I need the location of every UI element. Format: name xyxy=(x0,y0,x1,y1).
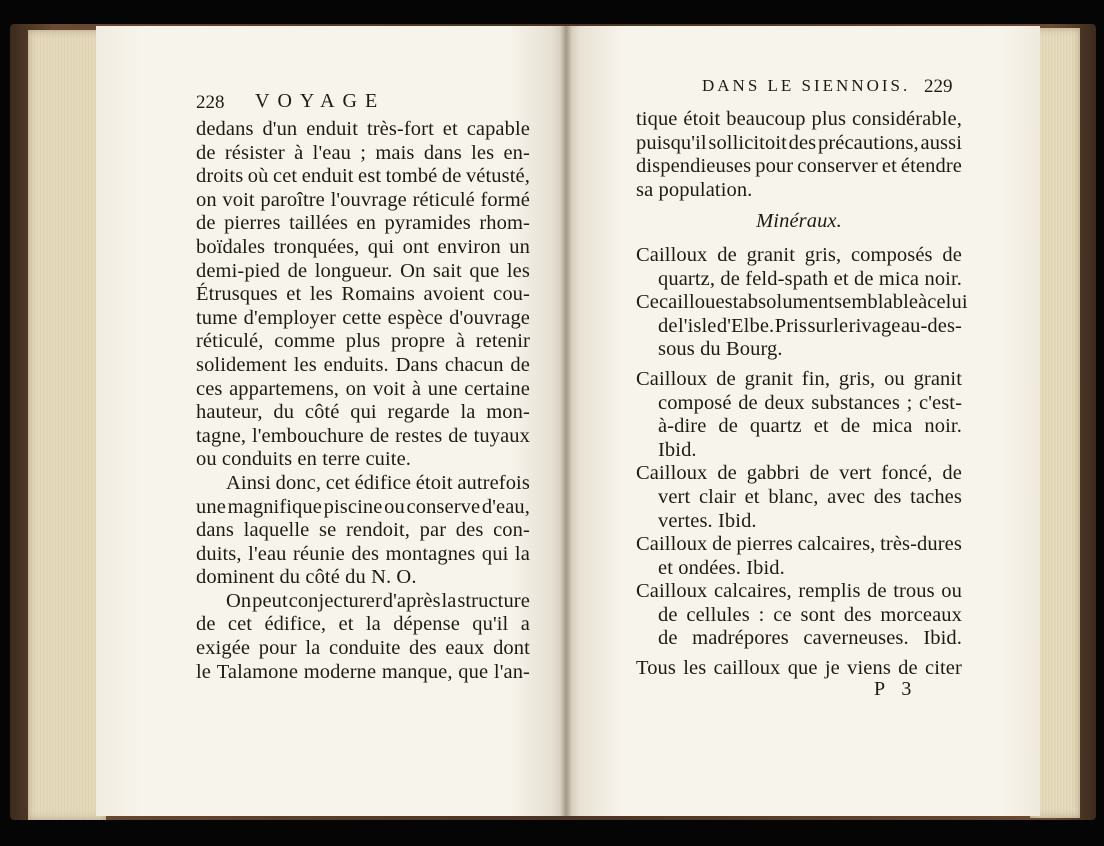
left-page-text xyxy=(196,118,530,684)
text-line: sa population. xyxy=(636,178,753,201)
right-page-text xyxy=(636,108,968,681)
left-page-number: 228 xyxy=(196,92,225,113)
section-title: Minéraux. xyxy=(756,210,842,233)
entry-line: et ondées. Ibid. xyxy=(658,556,785,579)
signature-mark: P 3 xyxy=(874,678,918,700)
text-line: dedans d'un enduit très-fort et capable xyxy=(196,118,530,140)
entry-line: Cailloux calcaires, remplis de trous ou xyxy=(636,580,962,603)
left-running-head: VOYAGE xyxy=(255,90,386,112)
book-gutter xyxy=(560,26,572,816)
text-line: hauteur, du côté qui regarde la mon- xyxy=(196,401,530,424)
right-running-head: DANS LE SIENNOIS. xyxy=(702,76,911,95)
text-line: dominent du côté du N. O. xyxy=(196,566,417,589)
text-line: le Talamone moderne manque, que l'an- xyxy=(196,660,530,683)
text-line: dispendieuses pour conserver et étendre xyxy=(636,155,962,178)
text-line: Étrusques et les Romains avoient cou- xyxy=(196,283,530,306)
entry-line: de cellules : ce sont des morceaux xyxy=(658,603,962,626)
text-line: de résister à l'eau ; mais dans les en- xyxy=(196,141,530,164)
text-line: réticulé, comme plus propre à retenir xyxy=(196,330,530,353)
text-line: puisqu'il sollicitoit des précautions, aussi xyxy=(636,131,962,154)
text-line: duits, l'eau réunie des montagnes qui la xyxy=(196,542,530,565)
text-line: solidement les enduits. Dans chacun de xyxy=(196,353,530,376)
entry-line: composé de deux substances ; c'est- xyxy=(658,391,962,414)
text-line: exigée pour la conduite des eaux dont xyxy=(196,637,530,660)
entry-line: de l'isle d'Elbe. Pris sur le rivage au-des- xyxy=(658,314,962,337)
entry-line: Cailloux de granit gris, composés de xyxy=(636,243,962,266)
entry-line: vertes. Ibid. xyxy=(658,509,757,532)
entry-line: Cailloux de gabbri de vert foncé, de xyxy=(636,462,962,485)
text-line: une magnifique piscine ou conserve d'eau, xyxy=(196,495,530,518)
text-line: tagne, l'embouchure de restes de tuyaux xyxy=(196,424,530,447)
entry-line: à-dire de quartz et de mica noir. xyxy=(658,415,962,438)
text-line: droits où cet enduit est tombé de vétusté, xyxy=(196,165,530,188)
right-page-number: 229 xyxy=(924,76,953,97)
text-line: demi-pied de longueur. On sait que les xyxy=(196,259,530,282)
entry-line: Cailloux de granit fin, gris, ou granit xyxy=(636,367,962,390)
text-line: dans laquelle se rendoit, par des con- xyxy=(196,519,530,542)
entry-line: quartz, de feld-spath et de mica noir. xyxy=(658,267,962,290)
text-line: de pierres taillées en pyramides rhom- xyxy=(196,212,530,235)
text-line: ces appartemens, on voit à une certaine xyxy=(196,377,530,400)
text-line: de cet édifice, et la dépense qu'il a xyxy=(196,613,530,636)
text-line: ou conduits en terre cuite. xyxy=(196,448,412,471)
text-line: tume d'employer cette espèce d'ouvrage xyxy=(196,306,530,329)
entry-line: sous du Bourg. xyxy=(658,338,783,361)
entry-line: Cailloux de pierres calcaires, très-dures xyxy=(636,533,962,556)
text-line: tique étoit beaucoup plus considérable, xyxy=(636,108,962,130)
text-line: Ainsi donc, cet édifice étoit autrefois xyxy=(226,471,530,494)
entry-line: Ce caillou est absolument semblable à celui xyxy=(636,291,968,314)
page-edges-left xyxy=(28,30,106,820)
text-line: on voit paroître l'ouvrage réticulé formé xyxy=(196,188,530,211)
entry-line: vert clair et blanc, avec des taches xyxy=(658,485,962,508)
text-line: Tous les cailloux que je viens de citer xyxy=(636,657,962,680)
text-line: On peut conjecturer d'après la structure xyxy=(226,589,530,612)
entry-line: de madrépores caverneuses. Ibid. xyxy=(658,627,962,650)
entry-line: Ibid. xyxy=(658,438,697,461)
text-line: boïdales tronquées, qui ont environ un xyxy=(196,235,530,258)
